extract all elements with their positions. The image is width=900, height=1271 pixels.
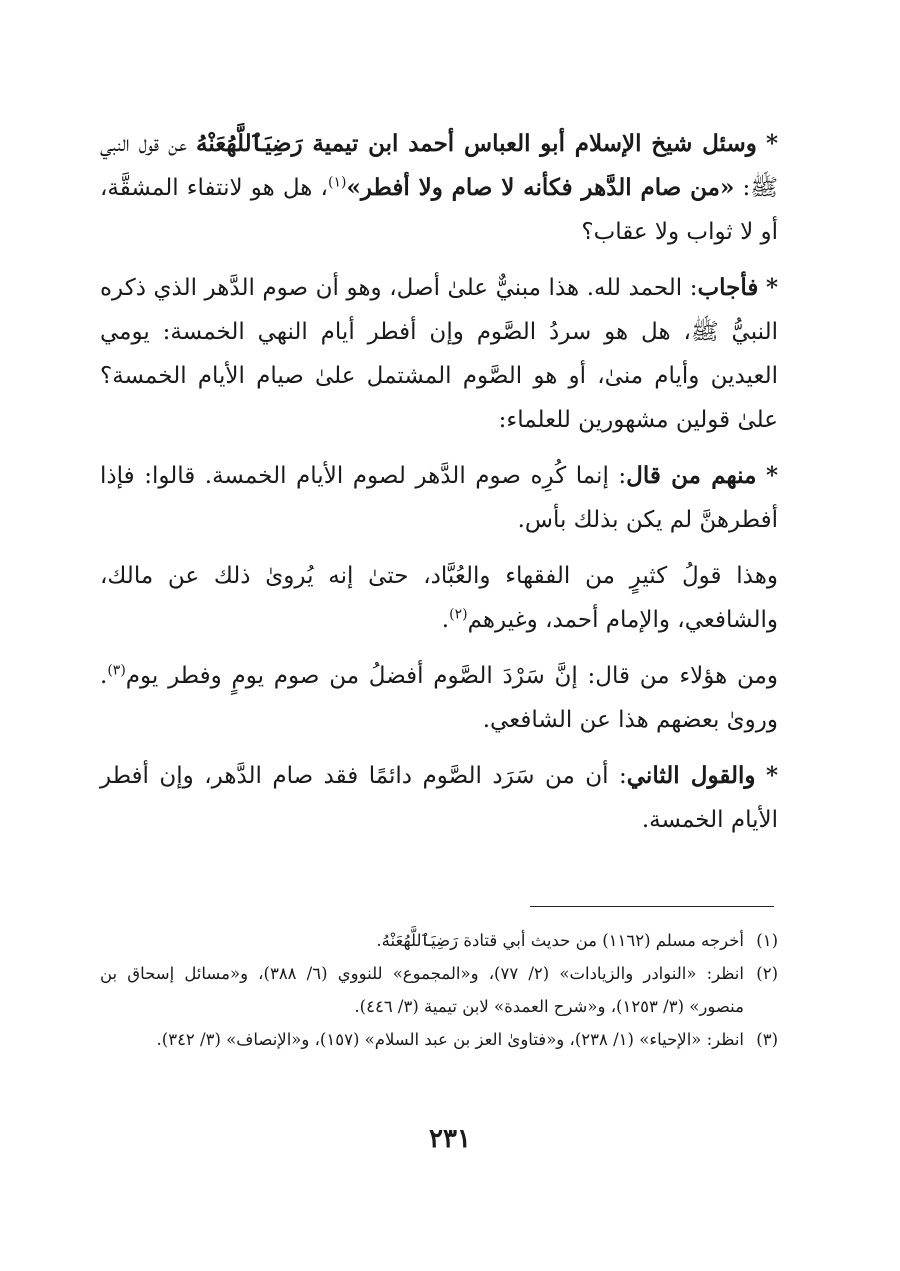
footnote-text: انظر: «الإحياء» (١/ ٢٣٨)، و«فتاوىٰ العز بن عبد السلام» (١٥٧)، و«الإنصاف» (٣/ ٣٤٢). [156,1030,744,1049]
asterisk-marker: * [765,762,779,789]
first-opinion-paragraph [100,454,778,542]
footnote-1 [100,924,778,957]
footnote-ref-1[interactable]: (١) [327,174,347,191]
answer-lead: فأجاب [697,274,759,301]
scholars-paragraph [100,554,778,642]
continuous-fasting-text: ومن هؤلاء من قال: إنَّ سَرْدَ الصَّوم أفضلُ من صوم يومٍ وفطر يوم [125,663,778,689]
hadith-quote: «من صام الدَّهر فكأنه لا صام ولا أفطر» [346,174,735,201]
main-text [100,122,778,854]
footnote-text: انظر: «النوادر والزيادات» (٢/ ٧٧)، و«المجموع» للنووي (٦/ ٣٨٨)، و«مسائل إسحاق بن منصور» (٣/ ١٢٥٣)، و«شرح العمدة» لابن تيمية (٣/ ٤٤٦). [100,964,744,1016]
page-number: ٢٣١ [429,1124,471,1154]
footnote-divider [530,906,774,907]
second-opinion-paragraph [100,754,778,842]
first-opinion-text: : إنما كُرِه صوم الدَّهر لصوم الأيام الخمسة. قالوا: فإذا أفطرهنَّ لم يكن بذلك بأس. [100,463,778,533]
footnotes [100,924,778,1056]
footnote-number: (٢) [756,964,778,983]
question-lead: وسئل شيخ الإسلام أبو العباس أحمد ابن تيمية رَضِيَٱللَّهُعَنْهُ [196,130,757,157]
footnote-text: أخرجه مسلم (١١٦٢) من حديث أبي قتادة رَضِيَٱللَّهُعَنْهُ. [376,931,744,950]
scholars-tail: . [441,607,450,633]
question-paragraph [100,122,778,254]
footnote-ref-2[interactable]: (٢) [449,606,468,623]
continuous-fasting-tail: . ورویٰ بعضهم هذا عن الشافعي. [100,663,778,733]
asterisk-marker: * [765,130,778,157]
question-mid: عن قول النبي ﷺ: [100,131,778,201]
footnote-number: (٣) [756,1030,778,1049]
answer-paragraph [100,266,778,442]
scholars-text: وهذا قولُ كثيرٍ من الفقهاء والعُبَّاد، حتىٰ إنه يُروىٰ ذلك عن مالك، والشافعي، والإمام أحمد، وغيرهم [100,563,778,633]
first-opinion-lead: منهم من قال [626,462,757,489]
footnote-2 [100,957,778,1023]
asterisk-marker: * [765,462,778,489]
question-tail: ، هل هو لانتفاء المشقَّة، أو لا ثواب ولا عقاب؟ [100,175,778,245]
second-opinion-text: : أن من سَرَد الصَّوم دائمًا فقد صام الدَّهر، وإن أفطر الأيام الخمسة. [100,763,778,833]
footnote-3 [100,1023,778,1056]
continuous-fasting-paragraph [100,654,778,742]
second-opinion-lead: والقول الثاني [626,762,756,789]
answer-text: : الحمد لله. هذا مبنيٌّ علىٰ أصل، وهو أن صوم الدَّهر الذي ذكره النبيُّ ﷺ، هل هو سردُ الصَّوم وإن أفطر أيام النهي الخمسة: يومي العيدين وأيام منىٰ، أو هو الصَّوم المشتمل علىٰ صيام الأيام الخمسة؟ علىٰ قولين مشهورين للعلماء: [100,275,778,433]
footnote-ref-3[interactable]: (٣) [107,662,126,679]
footnote-number: (١) [756,931,778,950]
asterisk-marker: * [765,274,778,301]
